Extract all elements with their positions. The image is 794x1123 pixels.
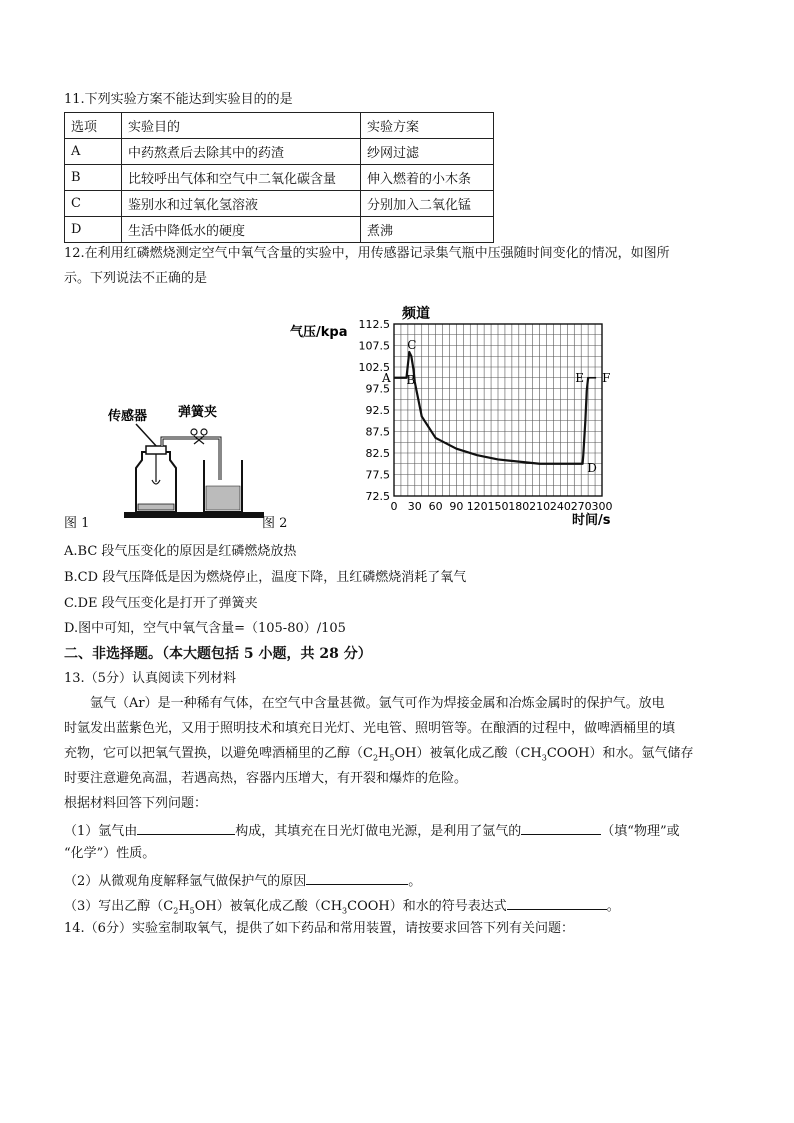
clip-icon	[191, 429, 197, 435]
y-tick-label: 102.5	[358, 361, 390, 374]
table-cell: 分别加入二氧化锰	[361, 191, 494, 217]
table-header-row	[65, 113, 494, 139]
text-run: OH）被氧化成乙酸（CH	[194, 899, 343, 914]
text-run: （3）写出乙醇（C	[64, 899, 174, 914]
x-tick-label: 90	[449, 500, 464, 513]
q13-para-line2: 时氩发出蓝紫色光，又用于照明技术和填充日光灯、光电管、照明管等。在酿酒的过程中，做啤酒桶里的填	[64, 721, 676, 736]
table-cell: C	[65, 191, 122, 217]
subscript: 2	[372, 753, 379, 763]
text-run: （2）从微观角度解释氩气做保护气的原因	[64, 874, 307, 889]
q12-option-d: D.图中可知，空气中氧气含量=（105-80）/105	[64, 621, 346, 636]
x-tick-label: 270	[570, 500, 592, 513]
x-tick-label: 300	[591, 500, 613, 513]
subscript: 2	[173, 906, 179, 916]
q13-para-line1: 氩气（Ar）是一种稀有气体，在空气中含量甚微。氩气可作为焊接金属和冶炼金属时的保护气。放电	[90, 696, 665, 711]
table-cell: 中药熬煮后去除其中的药渣	[122, 139, 361, 165]
y-tick-label: 87.5	[365, 425, 390, 439]
chart-ylabel: 气压/kpa	[290, 325, 348, 340]
point-label-b: B	[406, 372, 416, 387]
text-run: COOH）和水的符号表达式	[347, 899, 507, 914]
point-label-e: E	[575, 370, 584, 385]
fig1-label: 图 1	[64, 516, 90, 531]
q13-sub1	[64, 820, 680, 841]
table-header: 实验方案	[361, 113, 494, 139]
lab-bench	[124, 512, 264, 518]
x-tick-label: 60	[428, 500, 443, 513]
q13-stem: 13.（5分）认真阅读下列材料	[64, 671, 236, 686]
q13-sub2	[64, 870, 421, 891]
table-cell: 煮沸	[361, 217, 494, 243]
q13-prompt: 根据材料回答下列问题：	[64, 796, 208, 811]
q13-para-line4: 时要注意避免高温，若遇高热，容器内压增大，有开裂和爆炸的危险。	[64, 771, 468, 786]
y-tick-label: 77.5	[365, 468, 390, 482]
chart-series	[394, 352, 596, 464]
table-cell: A	[65, 139, 122, 165]
jar-stopper	[146, 446, 166, 454]
q13-sub1-cont: “化学”）性质。	[64, 846, 156, 861]
y-tick-label: 82.5	[365, 447, 390, 460]
answer-blank[interactable]	[306, 870, 408, 885]
q12-stem-line2: 示。下列说法不正确的是	[64, 271, 208, 286]
point-label-f: F	[602, 370, 611, 385]
text-run: 构成，其填充在日光灯做电光源，是利用了氩气的	[235, 824, 522, 839]
x-tick-label: 210	[529, 500, 551, 513]
point-label-a: A	[382, 370, 391, 385]
text-run: H	[178, 899, 190, 914]
q13-para-line3	[64, 745, 693, 768]
clip-label: 弹簧夹	[178, 405, 218, 420]
table-cell: D	[65, 217, 122, 243]
fig1-apparatus	[96, 400, 276, 525]
table-row	[65, 191, 494, 217]
table-cell: 伸入燃着的小木条	[361, 165, 494, 191]
chart-title: 频道	[402, 306, 430, 322]
table-cell: 鉴别水和过氧化氢溶液	[122, 191, 361, 217]
table-header: 实验目的	[122, 113, 361, 139]
beaker-water	[206, 486, 240, 510]
table-cell: 生活中降低水的硬度	[122, 217, 361, 243]
table-row	[65, 217, 494, 243]
y-tick-label: 72.5	[365, 490, 390, 503]
subscript: 5	[189, 906, 195, 916]
q11-table	[64, 112, 494, 243]
y-tick-label: 97.5	[365, 382, 390, 396]
x-tick-label: 120	[466, 500, 488, 513]
y-tick-label: 112.5	[358, 318, 390, 331]
text-run: （填“物理”或	[601, 824, 680, 839]
chart-grid	[394, 324, 602, 496]
q14-stem: 14.（6分）实验室制取氧气，提供了如下药品和常用装置，请按要求回答下列有关问题：	[64, 921, 574, 936]
answer-blank[interactable]	[507, 895, 607, 910]
text-run: （1）氩气由	[64, 824, 138, 839]
x-tick-label: 180	[508, 500, 530, 513]
text-run: OH）被氧化成乙酸（CH	[394, 746, 542, 761]
section2-heading: 二、非选择题。（本大题包括 5 小题，共 28 分）	[64, 646, 372, 662]
subscript: 3	[541, 753, 547, 763]
subscript: 5	[389, 753, 395, 763]
q12-stem-line1: 12.在利用红磷燃烧测定空气中氧气含量的实验中，用传感器记录集气瓶中压强随时间变化的情况，如图所	[64, 246, 670, 261]
x-tick-label: 30	[407, 500, 422, 513]
answer-blank[interactable]	[521, 820, 601, 835]
point-label-d: D	[587, 460, 597, 475]
table-row	[65, 165, 494, 191]
text-run: H	[378, 746, 390, 761]
y-tick-label: 107.5	[358, 339, 390, 353]
q13-sub3	[64, 895, 620, 921]
text-run: 。	[606, 899, 620, 914]
text-run: 。	[408, 874, 422, 889]
y-tick-label: 92.5	[365, 404, 390, 417]
table-cell: B	[65, 165, 122, 191]
table-cell: 纱网过滤	[361, 139, 494, 165]
q11-stem: 11.下列实验方案不能达到实验目的的是	[64, 92, 293, 107]
subscript: 3	[342, 906, 348, 916]
x-tick-label: 150	[487, 500, 509, 513]
q12-option-b: B.CD 段气压降低是因为燃烧停止，温度下降，且红磷燃烧消耗了氧气	[64, 570, 467, 585]
x-tick-label: 0	[390, 500, 398, 513]
chart-xlabel: 时间/s	[572, 513, 611, 528]
table-header: 选项	[65, 113, 122, 139]
text-run: COOH）和水。氩气储存	[546, 746, 694, 761]
pressure-chart	[282, 300, 652, 530]
jar-water	[138, 504, 174, 510]
q12-option-a: A.BC 段气压变化的原因是红磷燃烧放热	[64, 544, 297, 559]
sensor-wire	[136, 424, 158, 448]
table-cell: 比较呼出气体和空气中二氧化碳含量	[122, 165, 361, 191]
sensor-label: 传感器	[108, 409, 148, 424]
chart-point-labels	[381, 338, 610, 475]
text-run: 充物，它可以把氧气置换，以避免啤酒桶里的乙醇（C	[64, 746, 373, 761]
x-tick-label: 240	[549, 500, 571, 513]
answer-blank[interactable]	[137, 820, 235, 835]
point-label-c: C	[407, 337, 417, 352]
fig2-label: 图 2	[262, 516, 288, 531]
table-row	[65, 139, 494, 165]
q12-option-c: C.DE 段气压变化是打开了弹簧夹	[64, 596, 258, 611]
